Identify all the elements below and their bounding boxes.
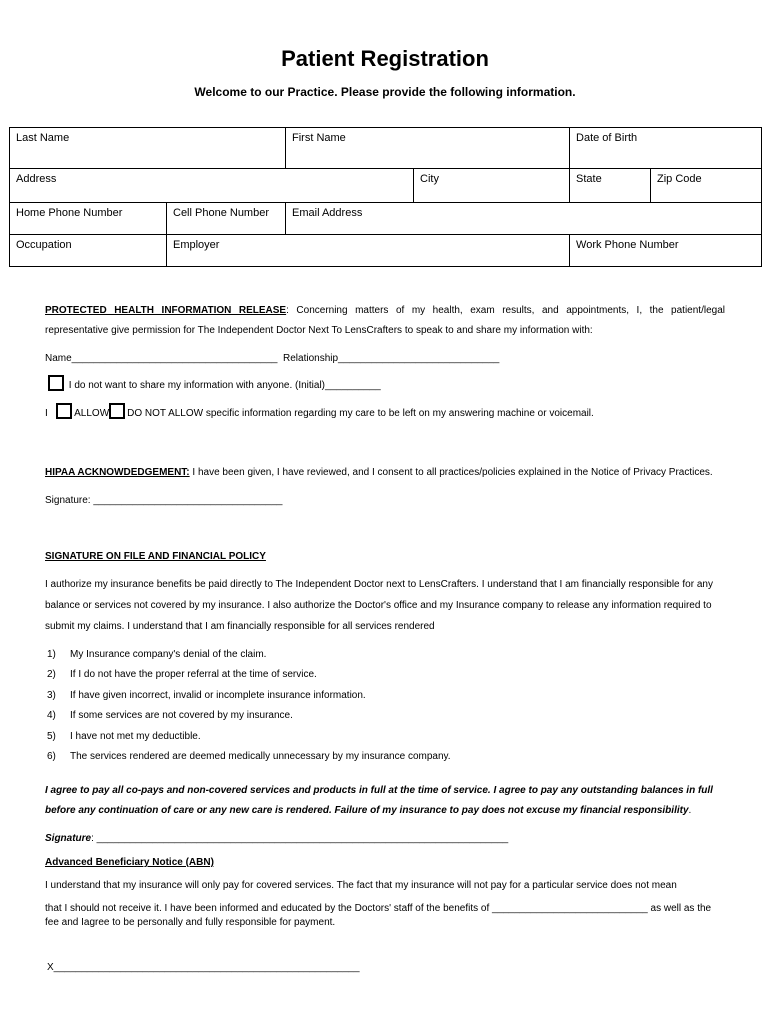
- financial-signature-line[interactable]: Signature: __________________________________________________________________________: [45, 833, 509, 844]
- list-item-text: If have given incorrect, invalid or incomplete insurance information.: [70, 690, 366, 701]
- phi-line1: PROTECTED HEALTH INFORMATION RELEASE: Concerning matters of my health, exam results, and appointments, I, the patient/legal: [45, 305, 725, 316]
- agree-line1: I agree to pay all co-pays and non-covered services and products in full at the time of service. I agree to pay any outstanding balances in full: [45, 785, 713, 796]
- allow-checkbox[interactable]: [56, 403, 72, 419]
- agree-line2: before any continuation of care or any new care is rendered. Failure of my insurance to pay does not excuse my financial responsibility.: [45, 805, 692, 816]
- phi-allow-row: I ALLOW DO NOT ALLOW specific information regarding my care to be left on my answering machine or voicemail.: [45, 403, 594, 421]
- list-item: 1): [47, 649, 56, 660]
- employer-field[interactable]: Employer: [167, 235, 570, 267]
- list-item: 3): [47, 690, 56, 701]
- list-item: 4): [47, 710, 56, 721]
- dob-field[interactable]: Date of Birth: [570, 128, 762, 169]
- abn-p1: I understand that my insurance will only pay for covered services. The fact that my insurance will not pay for a particular service does not mean: [45, 880, 677, 891]
- do-not-allow-label: DO NOT ALLOW specific information regarding my care to be left on my answering machine or voicemail.: [127, 408, 594, 419]
- city-field[interactable]: City: [414, 169, 570, 203]
- do-not-allow-checkbox[interactable]: [109, 403, 125, 419]
- phi-name-line[interactable]: Name_____________________________________: [45, 353, 278, 364]
- financial-p1: I authorize my insurance benefits be paid directly to The Independent Doctor next to LensCrafters. I understand that I am financially responsible for any: [45, 579, 713, 590]
- list-item: 5): [47, 731, 56, 742]
- page-title: Patient Registration: [281, 46, 489, 71]
- abn-signature-line[interactable]: X_______________________________________________________: [47, 962, 360, 973]
- list-item-text: The services rendered are deemed medically unnecessary by my insurance company.: [70, 751, 451, 762]
- abn-heading: Advanced Beneficiary Notice (ABN): [45, 857, 214, 868]
- financial-p3: submit my claims. I understand that I am financially responsible for all services rendered: [45, 621, 435, 632]
- zip-field[interactable]: Zip Code: [651, 169, 762, 203]
- list-item-text: My Insurance company's denial of the claim.: [70, 649, 267, 660]
- first-name-field[interactable]: First Name: [286, 128, 570, 169]
- state-field[interactable]: State: [570, 169, 651, 203]
- home-phone-field[interactable]: Home Phone Number: [10, 203, 167, 235]
- occupation-field[interactable]: Occupation: [10, 235, 167, 267]
- financial-p2: balance or services not covered by my insurance. I also authorize the Doctor's office and my Insurance company to release any information required to: [45, 600, 712, 611]
- list-item-text: If I do not have the proper referral at the time of service.: [70, 669, 317, 680]
- list-item: 2): [47, 669, 56, 680]
- email-field[interactable]: Email Address: [286, 203, 762, 235]
- page-subtitle: Welcome to our Practice. Please provide the following information.: [194, 85, 576, 99]
- list-item: 6): [47, 751, 56, 762]
- financial-heading: SIGNATURE ON FILE AND FINANCIAL POLICY: [45, 551, 266, 562]
- phi-line2: representative give permission for The Independent Doctor Next To LensCrafters to speak to and share my information with:: [45, 325, 593, 336]
- no-share-checkbox[interactable]: [48, 375, 64, 391]
- hipaa-line: HIPAA ACKNOWDEDGEMENT: I have been given, I have reviewed, and I consent to all practices/policies explained in the Notice of Privacy Practices.: [45, 467, 713, 478]
- address-field[interactable]: Address: [10, 169, 414, 203]
- phi-heading: PROTECTED HEALTH INFORMATION RELEASE: [45, 305, 287, 316]
- hipaa-heading: HIPAA ACKNOWDEDGEMENT:: [45, 467, 190, 478]
- phi-no-share-row: [48, 375, 381, 393]
- phi-relationship-line[interactable]: Relationship_____________________________: [283, 353, 500, 364]
- list-item-text: If some services are not covered by my insurance.: [70, 710, 293, 721]
- patient-info-table: [9, 127, 762, 267]
- hipaa-signature-line[interactable]: Signature: __________________________________: [45, 495, 283, 506]
- last-name-field[interactable]: Last Name: [10, 128, 286, 169]
- abn-p3: fee and Iagree to be personally and fully responsible for payment.: [45, 917, 336, 928]
- list-item-text: I have not met my deductible.: [70, 731, 201, 742]
- cell-phone-field[interactable]: Cell Phone Number: [167, 203, 286, 235]
- no-share-label: I do not want to share my information with anyone. (Initial)__________: [68, 380, 381, 391]
- work-phone-field[interactable]: Work Phone Number: [570, 235, 762, 267]
- allow-label: ALLOW: [74, 408, 110, 419]
- abn-p2: that I should not receive it. I have been informed and educated by the Doctors' staff of the benefits of ____________________________ as well as the: [45, 903, 712, 914]
